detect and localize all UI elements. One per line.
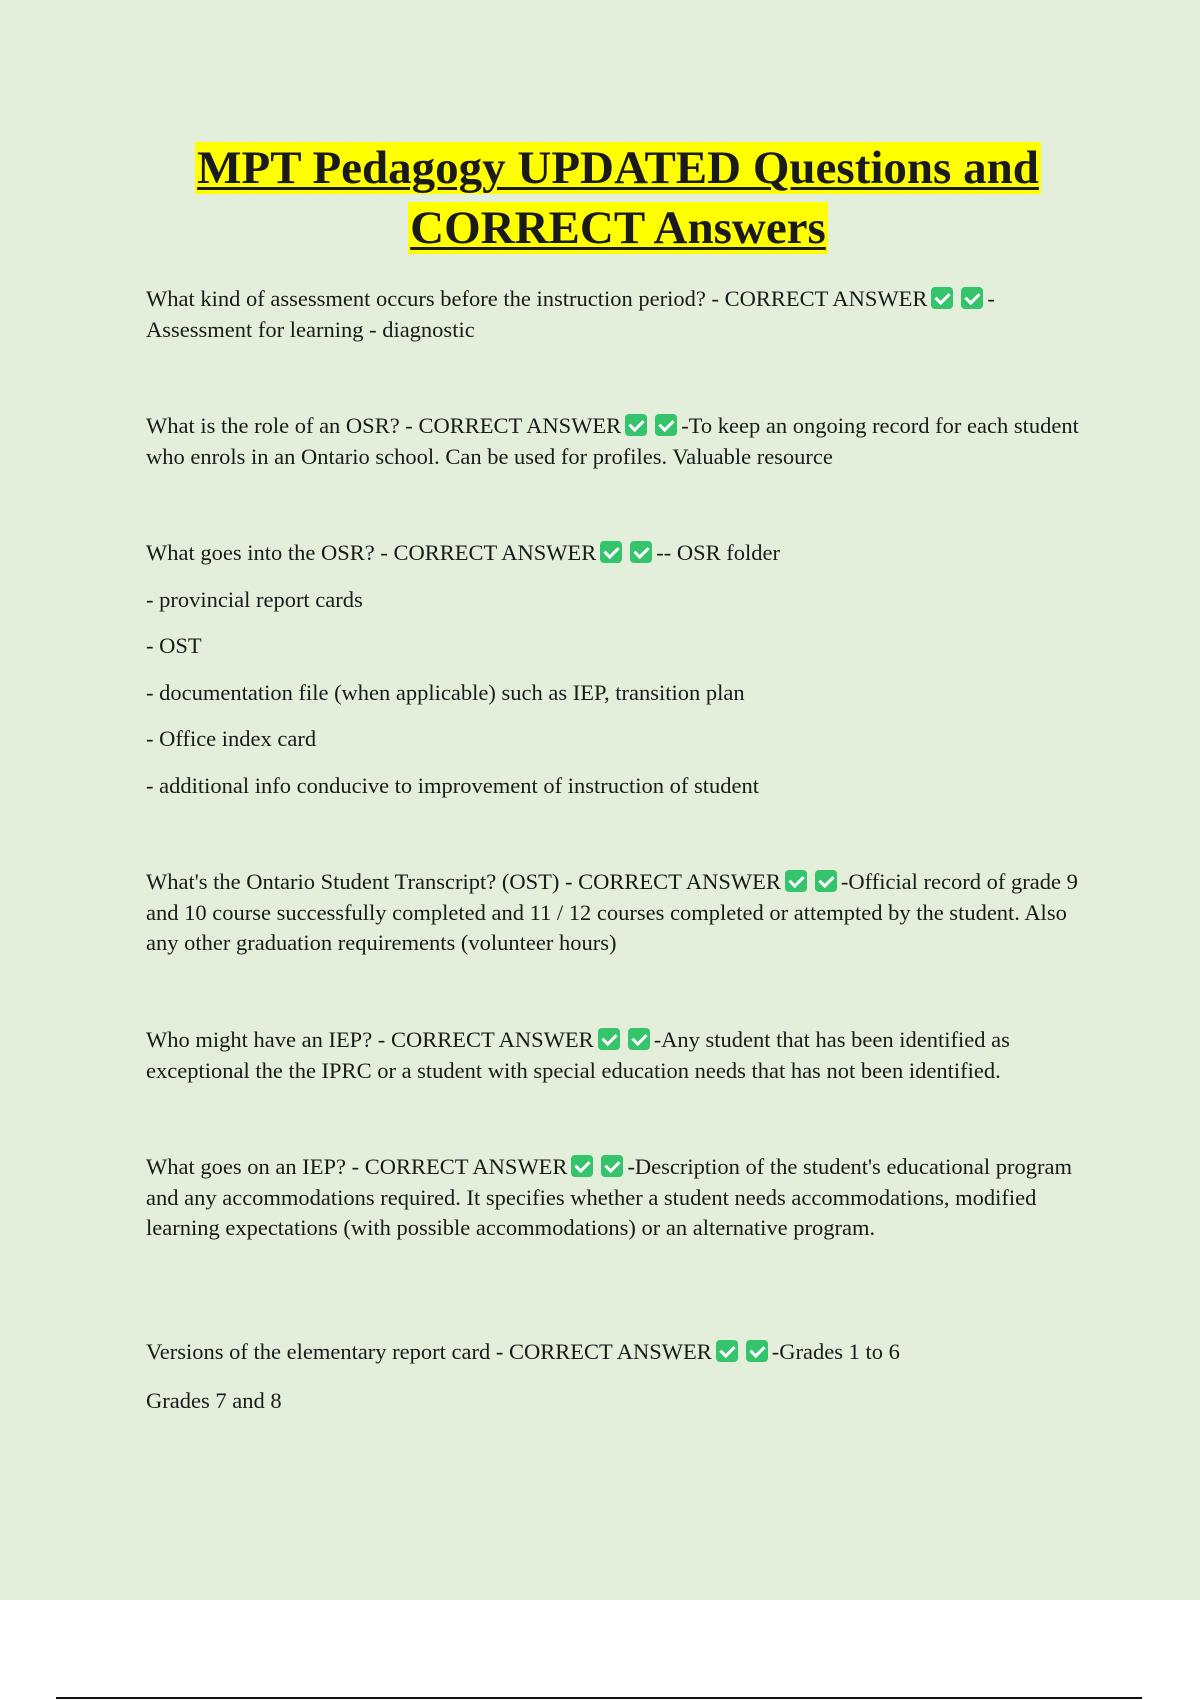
footer-divider bbox=[56, 1697, 1142, 1699]
answer-text: -Any student that has been identified as exceptional the the IPRC or a student with special education needs that has not been identified. bbox=[146, 1027, 1010, 1083]
qa-entry bbox=[146, 411, 1086, 472]
green-checkmark-icon bbox=[625, 414, 647, 436]
answer-marker: CORRECT ANSWER bbox=[418, 413, 622, 438]
green-checkmark-icon bbox=[785, 870, 807, 892]
green-checkmark-icon bbox=[655, 414, 677, 436]
answer-marker: CORRECT ANSWER bbox=[364, 1154, 568, 1179]
list-item: - documentation file (when applicable) such as IEP, transition plan bbox=[146, 680, 745, 705]
question-text: Versions of the elementary report card - bbox=[146, 1339, 509, 1364]
green-checkmark-icon bbox=[961, 287, 983, 309]
question-text: What goes on an IEP? - bbox=[146, 1154, 365, 1179]
green-checkmark-icon bbox=[598, 1028, 620, 1050]
qa-entry bbox=[146, 538, 1086, 569]
green-checkmark-icon bbox=[571, 1155, 593, 1177]
qa-entry bbox=[146, 1337, 1086, 1368]
green-checkmark-icon bbox=[630, 541, 652, 563]
answer-text: -Assessment for learning - diagnostic bbox=[146, 286, 995, 342]
answer-text: -To keep an ongoing record for each student who enrols in an Ontario school. Can be used for profiles. Valuable resource bbox=[146, 413, 1079, 469]
answer-marker: CORRECT ANSWER bbox=[393, 540, 597, 565]
document-title bbox=[100, 138, 1136, 258]
green-checkmark-icon bbox=[716, 1340, 738, 1362]
qa-entry bbox=[146, 1152, 1086, 1244]
title-text: MPT Pedagogy UPDATED Questions and CORRECT Answers bbox=[197, 142, 1039, 254]
green-checkmark-icon bbox=[931, 287, 953, 309]
list-item: - provincial report cards bbox=[146, 587, 363, 612]
question-text: Who might have an IEP? - bbox=[146, 1027, 391, 1052]
answer-text: -- OSR folder bbox=[656, 540, 780, 565]
qa-entry bbox=[146, 867, 1086, 959]
question-text: What kind of assessment occurs before the instruction period? - bbox=[146, 286, 725, 311]
green-checkmark-icon bbox=[601, 1155, 623, 1177]
list-item: - additional info conducive to improvement of instruction of student bbox=[146, 773, 759, 798]
answer-marker: CORRECT ANSWER bbox=[578, 869, 781, 894]
green-checkmark-icon bbox=[746, 1340, 768, 1362]
answer-text: -Official record of grade 9 and 10 course successfully completed and 11 / 12 courses completed or attempted by the student. Also any other graduation requirements (volunteer hours) bbox=[146, 869, 1078, 955]
question-text: What's the Ontario Student Transcript? (OST) - bbox=[146, 869, 579, 894]
answer-text: -Grades 1 to 6 bbox=[771, 1339, 900, 1364]
answer-text: -Description of the student's educational program and any accommodations required. It specifies whether a student needs accommodations, modified learning expectations (with possible accommodations) or an alternative program. bbox=[146, 1154, 1072, 1240]
list-item: - Office index card bbox=[146, 726, 317, 751]
qa-entry bbox=[146, 1025, 1086, 1086]
qa-entry bbox=[146, 284, 1086, 345]
answer-marker: CORRECT ANSWER bbox=[390, 1027, 594, 1052]
answer-marker: CORRECT ANSWER bbox=[724, 286, 928, 311]
green-checkmark-icon bbox=[628, 1028, 650, 1050]
answer-marker: CORRECT ANSWER bbox=[508, 1339, 712, 1364]
question-text: What goes into the OSR? - bbox=[146, 540, 394, 565]
list-item: Grades 7 and 8 bbox=[146, 1388, 282, 1413]
question-text: What is the role of an OSR? - bbox=[146, 413, 419, 438]
green-checkmark-icon bbox=[600, 541, 622, 563]
list-item: - OST bbox=[146, 633, 202, 658]
green-checkmark-icon bbox=[815, 870, 837, 892]
